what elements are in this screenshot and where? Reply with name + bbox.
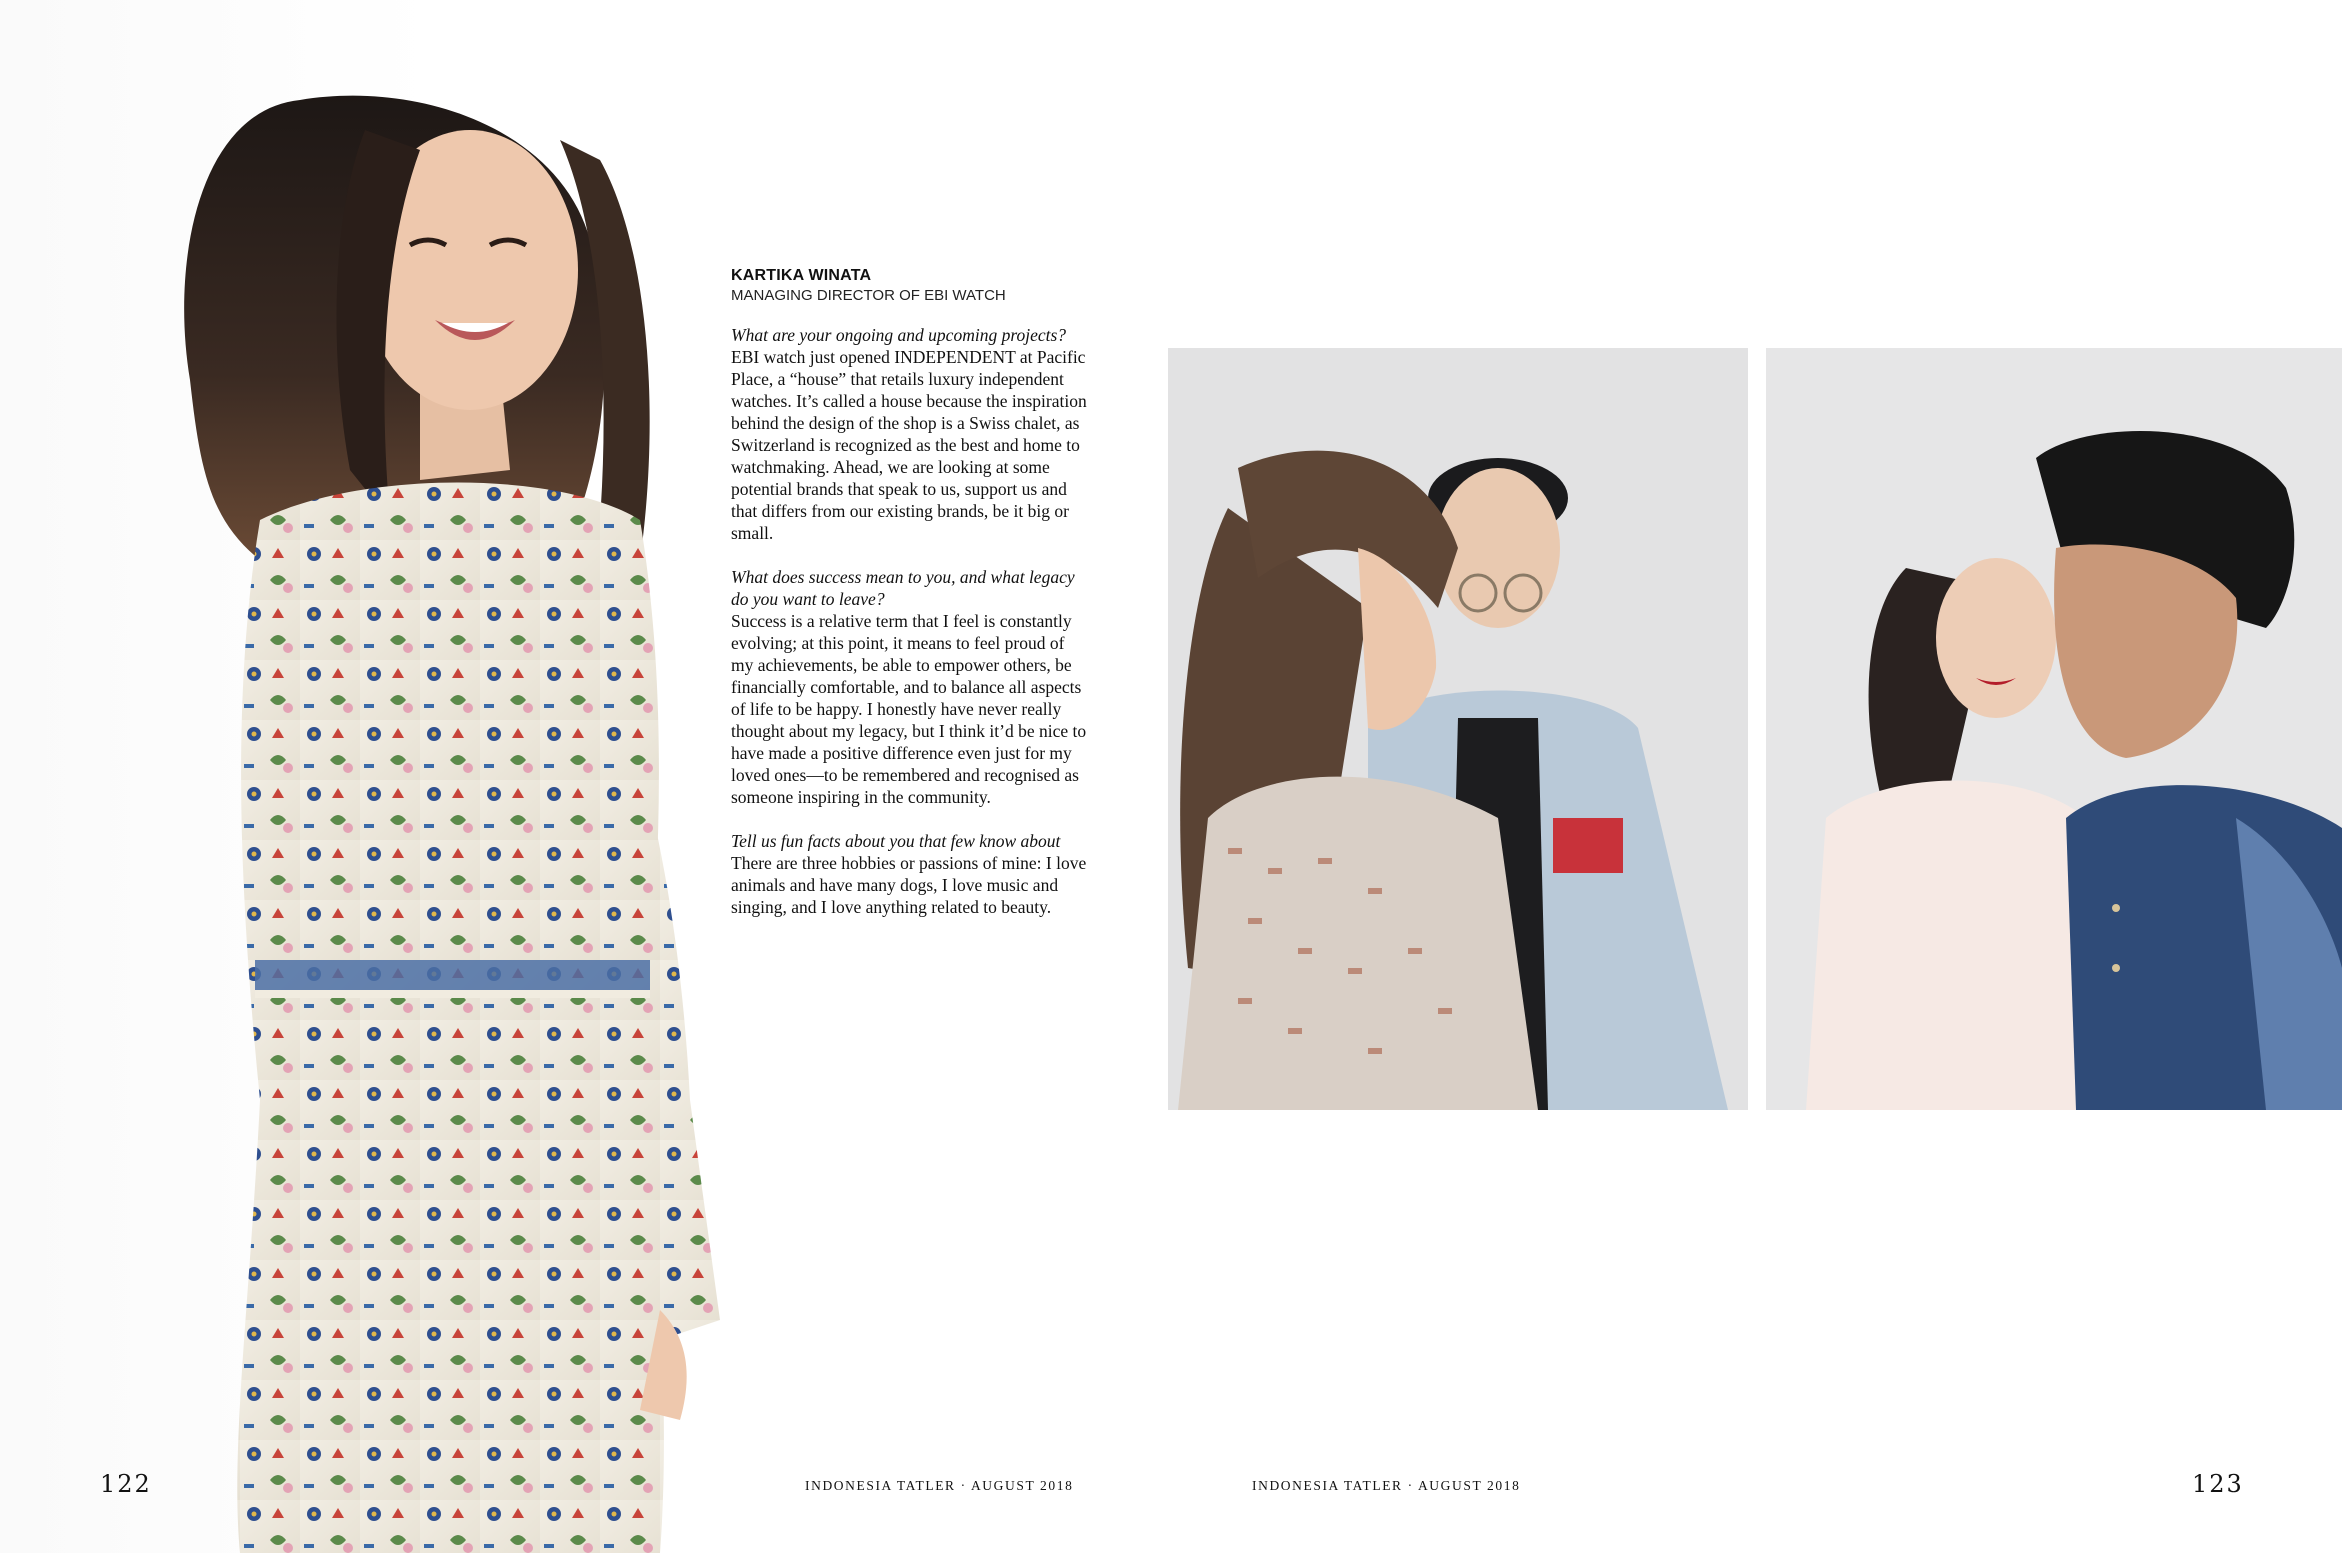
couple-photo-right-illustration <box>1766 348 2342 1110</box>
answer-text: Success is a relative term that I feel is constantly evolving; at this point, it means to feel proud of my achievements, be able to empower others, be financially comfortable, and to balance all aspects of life to be happy. I honestly have never really thought about my legacy, but I think it’d be nice to have made a positive difference even just for my loved ones—to be remembered and recognised as someone inspiring in the community. <box>731 611 1087 807</box>
question-text: Tell us fun facts about you that few know about <box>731 831 1061 851</box>
qa-item <box>731 830 1091 918</box>
question-text: What are your ongoing and upcoming projects? <box>731 325 1067 345</box>
article-body <box>731 266 1091 940</box>
couple-photo-left <box>1168 348 1748 1110</box>
page-number-left: 122 <box>100 1470 152 1498</box>
couple-photo-left-illustration <box>1168 348 1748 1110</box>
question-text: What does success mean to you, and what legacy do you want to leave? <box>731 567 1075 609</box>
qa-item <box>731 324 1091 544</box>
profile-name: KARTIKA WINATA <box>731 267 872 284</box>
qa-item <box>731 566 1091 808</box>
answer-text: There are three hobbies or passions of mine: I love animals and have many dogs, I love music and singing, and I love anything related to beauty. <box>731 853 1087 917</box>
answer-text: EBI watch just opened INDEPENDENT at Pacific Place, a “house” that retails luxury independent watches. It’s called a house because the inspiration behind the design of the shop is a Swiss chalet, as Switzerland is recognized as the best and home to watchmaking. Ahead, we are looking at some potential brands that speak to us, support us and that differs from our existing brands, be it big or small. <box>731 347 1087 543</box>
couple-photo-right <box>1766 348 2342 1110</box>
portrait-illustration <box>0 0 730 1553</box>
page-number-right: 123 <box>2192 1470 2244 1498</box>
running-footer-right: INDONESIA TATLER · AUGUST 2018 <box>1252 1478 1521 1493</box>
profile-title: MANAGING DIRECTOR OF EBI WATCH <box>731 287 1006 304</box>
portrait-photo <box>0 0 730 1553</box>
running-footer-left: INDONESIA TATLER · AUGUST 2018 <box>805 1478 1074 1493</box>
